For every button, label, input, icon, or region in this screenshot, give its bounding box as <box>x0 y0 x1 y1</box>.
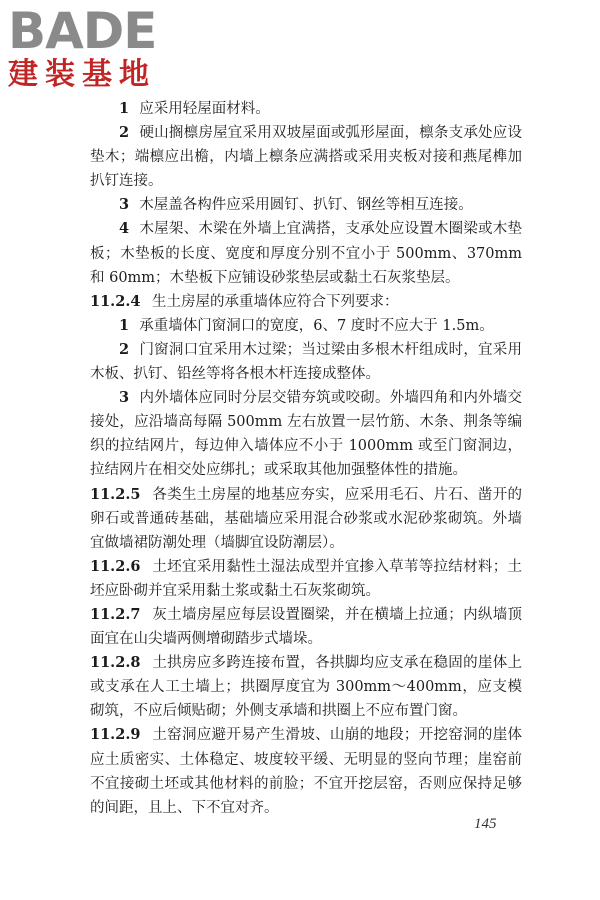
clause-text: 各类生土房屋的地基应夯实，应采用毛石、片石、凿开的卵石或普通砖基础，基础墙应采用混合砂浆或水泥砂浆砌筑。外墙宜做墙裙防潮处理（墙脚宜设防潮层）。 <box>90 486 522 551</box>
clause-text: 木屋盖各构件应采用圆钉、扒钉、钢丝等相互连接。 <box>139 197 473 214</box>
clause-item <box>90 314 522 338</box>
clause-text: 土坯宜采用黏性土湿法成型并宜掺入草苇等拉结材料；土坯应卧砌并宜采用黏土浆或黏土石灰浆砌筑。 <box>90 558 522 599</box>
clause-item <box>90 338 522 386</box>
clause-number: 11.2.7 <box>90 605 141 623</box>
clause-number: 11.2.5 <box>90 485 141 503</box>
clause-item <box>90 97 522 121</box>
document-body <box>90 97 522 820</box>
clause-item <box>90 121 522 193</box>
clause-number: 11.2.4 <box>90 292 141 310</box>
clause-text: 应采用轻屋面材料。 <box>139 101 270 117</box>
clause-number: 11.2.9 <box>90 726 141 744</box>
clause-text: 灰土墙房屋应每层设置圈梁，并在横墙上拉通；内纵墙顶面宜在山尖墙两侧增砌踏步式墙垛。 <box>90 606 522 648</box>
logo-wordmark: BADE <box>8 2 157 60</box>
item-number: 3 <box>119 389 130 407</box>
clause-text: 承重墙体门窗洞口的宽度，6、7 度时不应大于 1.5m。 <box>139 317 494 334</box>
section-clause <box>90 603 522 651</box>
item-number: 1 <box>119 100 130 117</box>
section-clause <box>90 290 522 314</box>
clause-text: 门窗洞口宜采用木过梁；当过梁由多根木杆组成时，宜采用木板、扒钉、铅丝等将各根木杆连接成整体。 <box>90 341 522 383</box>
section-clause <box>90 723 522 819</box>
item-number: 4 <box>119 220 130 238</box>
item-number: 1 <box>119 316 130 334</box>
clause-text: 土窑洞应避开易产生滑坡、山崩的地段；开挖窑洞的崖体应土质密实、土体稳定、坡度较平缓、无明显的竖向节理；崖窑前不宜接砌土坯或其他材料的前脸；不宜开挖层窑，否则应保持足够的间距，且上、下不宜对齐。 <box>90 727 522 816</box>
clause-number: 11.2.6 <box>90 557 141 575</box>
section-clause <box>90 651 522 723</box>
clause-item <box>90 193 522 217</box>
section-clause <box>90 555 522 603</box>
page-number: 145 <box>474 816 497 832</box>
logo-chinese-text: 建装基地 <box>8 57 156 92</box>
logo <box>8 2 183 92</box>
clause-item <box>90 217 522 289</box>
section-clause <box>90 483 522 555</box>
item-number: 2 <box>119 124 130 142</box>
clause-text: 土拱房应多跨连接布置，各拱脚均应支承在稳固的崖体上或支承在人工土墙上；拱圈厚度宜为 300mm～400mm，应支模砌筑，不应后倾贴砌；外侧支承墙和拱圈上不应布置门窗。 <box>90 655 522 720</box>
clause-text: 生土房屋的承重墙体应符合下列要求： <box>152 293 399 310</box>
item-number: 3 <box>119 196 130 214</box>
clause-item <box>90 386 522 482</box>
item-number: 2 <box>119 340 130 358</box>
clause-number: 11.2.8 <box>90 654 141 672</box>
clause-text: 内外墙体应同时分层交错夯筑或咬砌。外墙四角和内外墙交接处，应沿墙高每隔 500mm 左右放置一层竹筋、木条、荆条等编织的拉结网片，每边伸入墙体应不小于 1000mm 或至门窗洞边，拉结网片在相交处应绑扎；或采取其他加强整体性的措施。 <box>90 390 522 479</box>
clause-text: 硬山搁檩房屋宜采用双坡屋面或弧形屋面，檩条支承处应设垫木；端檩应出檐，内墙上檩条应满搭或采用夹板对接和燕尾榫加扒钉连接。 <box>90 125 522 190</box>
clause-text: 木屋架、木梁在外墙上宜满搭，支承处应设置木圈梁或木垫板；木垫板的长度、宽度和厚度分别不宜小于 500mm、370mm 和 60mm；木垫板下应铺设砂浆垫层或黏土石灰浆垫层。 <box>90 221 522 286</box>
